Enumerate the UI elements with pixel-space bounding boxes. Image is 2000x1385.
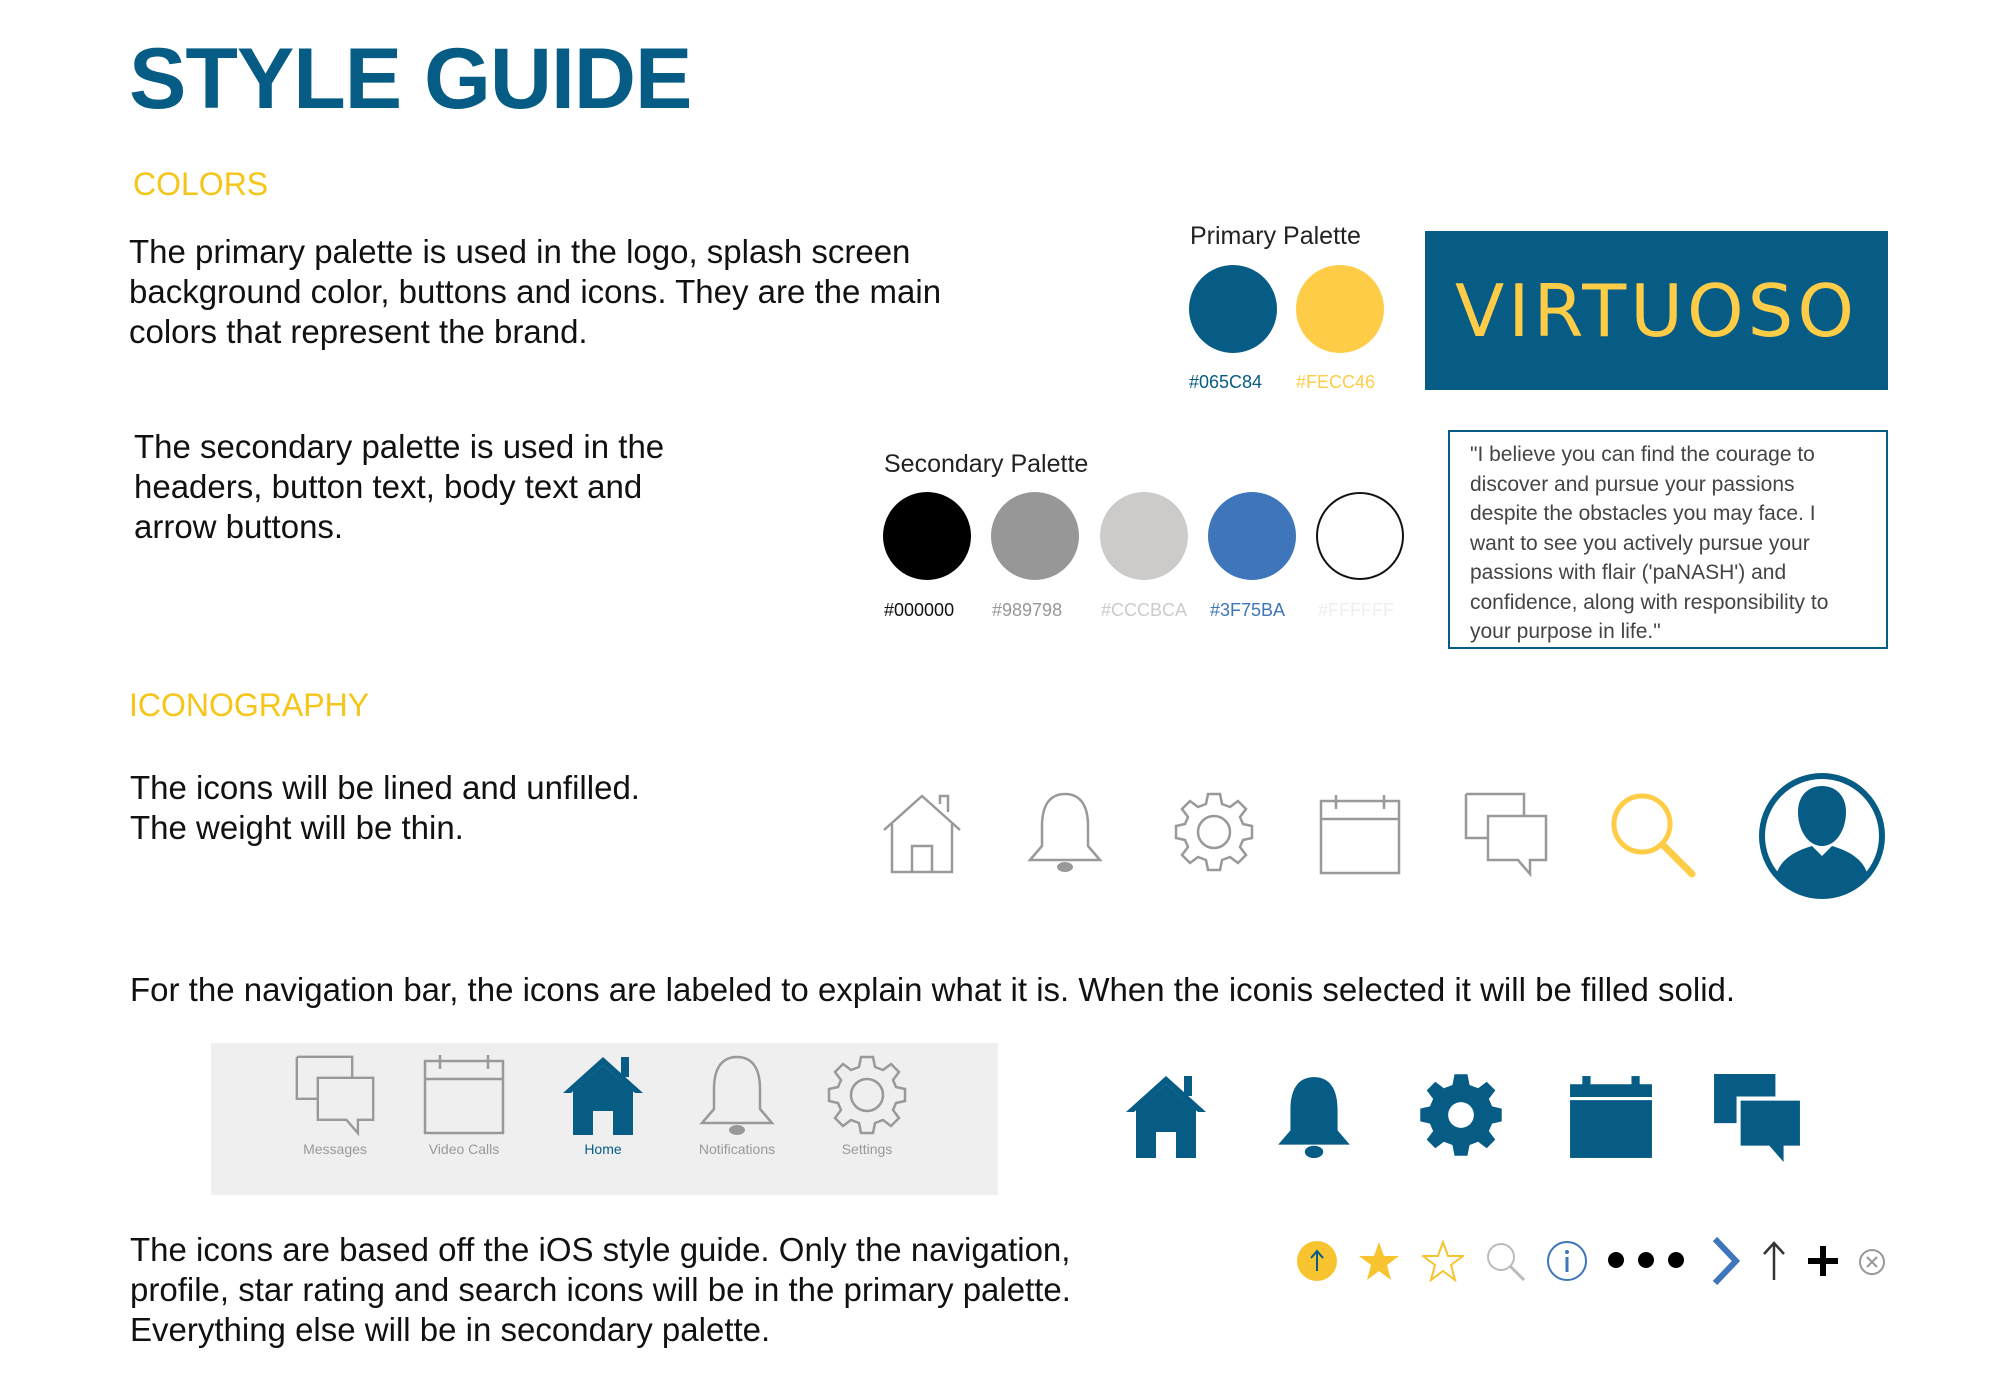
nav-label: Video Calls — [428, 1141, 500, 1157]
navigation-bar — [211, 1043, 998, 1195]
nav-label: Home — [584, 1141, 622, 1157]
swatch-white — [1316, 492, 1404, 580]
iconography-heading: ICONOGRAPHY — [129, 687, 370, 723]
info-icon — [1546, 1240, 1588, 1282]
page-title: STYLE GUIDE — [129, 31, 692, 127]
hex-light-grey: #CCCBCA — [1101, 600, 1188, 620]
nav-item-home[interactable] — [543, 1053, 663, 1157]
profile-icon — [1758, 772, 1886, 900]
swatch-grey — [991, 492, 1079, 580]
swatch-primary-blue — [1189, 265, 1277, 353]
hex-blue: #3F75BA — [1210, 600, 1286, 620]
search-icon — [1608, 790, 1698, 880]
primary-palette-label: Primary Palette — [1190, 222, 1361, 250]
arrow-up-circle-icon — [1296, 1240, 1338, 1282]
gear-icon — [1172, 790, 1256, 874]
nav-label: Notifications — [698, 1141, 776, 1157]
star-filled-icon — [1358, 1240, 1400, 1282]
home-icon — [880, 790, 964, 874]
bell-icon — [696, 1053, 778, 1137]
icon-style-description: The icons will be lined and unfilled. The weight will be thin. — [130, 769, 640, 846]
nav-label: Messages — [303, 1141, 367, 1157]
calendar-icon — [1568, 1074, 1654, 1160]
calendar-icon — [422, 1053, 506, 1137]
nav-label: Settings — [841, 1141, 893, 1157]
home-icon — [560, 1053, 646, 1137]
ios-guide-description: The icons are based off the iOS style guide. Only the navigation, profile, star rating and search icons will be in the primary palette. Everything else will be in secondary palette. — [130, 1231, 1071, 1348]
swatch-primary-yellow — [1296, 265, 1384, 353]
gear-icon — [1416, 1070, 1506, 1160]
logo-banner — [1425, 231, 1888, 390]
colors-heading: COLORS — [133, 166, 269, 202]
search-icon — [1484, 1240, 1526, 1282]
hex-primary-blue: #065C84 — [1189, 372, 1263, 392]
nav-item-notifications[interactable] — [677, 1053, 797, 1157]
star-outline-icon — [1422, 1240, 1464, 1282]
logo-text: VIRTUOSO — [1454, 268, 1858, 353]
hex-black: #000000 — [884, 600, 955, 620]
arrow-up-icon — [1760, 1240, 1788, 1282]
hex-white: #FFFFFF — [1318, 600, 1394, 620]
secondary-palette-label: Secondary Palette — [884, 450, 1089, 478]
home-icon — [1124, 1070, 1208, 1160]
chat-icon — [1712, 1072, 1802, 1162]
chat-icon — [1462, 790, 1550, 878]
nav-item-messages[interactable] — [275, 1053, 395, 1157]
swatch-black — [883, 492, 971, 580]
primary-palette-description: The primary palette is used in the logo, splash screen background color, buttons and icons. They are the main colors that represent the brand. — [129, 233, 942, 350]
navbar-description: For the navigation bar, the icons are labeled to explain what it is. When the iconis selected it will be filled solid. — [130, 971, 1736, 1008]
quote-box: "I believe you can find the courage to discover and pursue your passions despite the obstacles you may face. I want to see you actively pursue your passions with flair ('paNASH') and confidence, along with responsibility to your purpose in life." — [1448, 430, 1888, 649]
gear-icon — [825, 1053, 909, 1137]
bell-icon — [1272, 1072, 1356, 1160]
secondary-palette-description: The secondary palette is used in the headers, button text, body text and arrow buttons. — [134, 428, 665, 545]
swatch-light-grey — [1100, 492, 1188, 580]
hex-primary-yellow: #FECC46 — [1296, 372, 1376, 392]
swatch-blue — [1208, 492, 1296, 580]
hex-grey: #989798 — [992, 600, 1063, 620]
more-icon — [1606, 1250, 1686, 1270]
plus-icon — [1806, 1244, 1840, 1278]
chevron-right-icon — [1710, 1236, 1740, 1286]
nav-item-settings[interactable] — [807, 1053, 927, 1157]
chat-icon — [291, 1053, 379, 1137]
close-circle-icon — [1858, 1248, 1886, 1276]
bell-icon — [1024, 790, 1106, 874]
nav-item-video-calls[interactable] — [404, 1053, 524, 1157]
calendar-icon — [1318, 793, 1402, 877]
